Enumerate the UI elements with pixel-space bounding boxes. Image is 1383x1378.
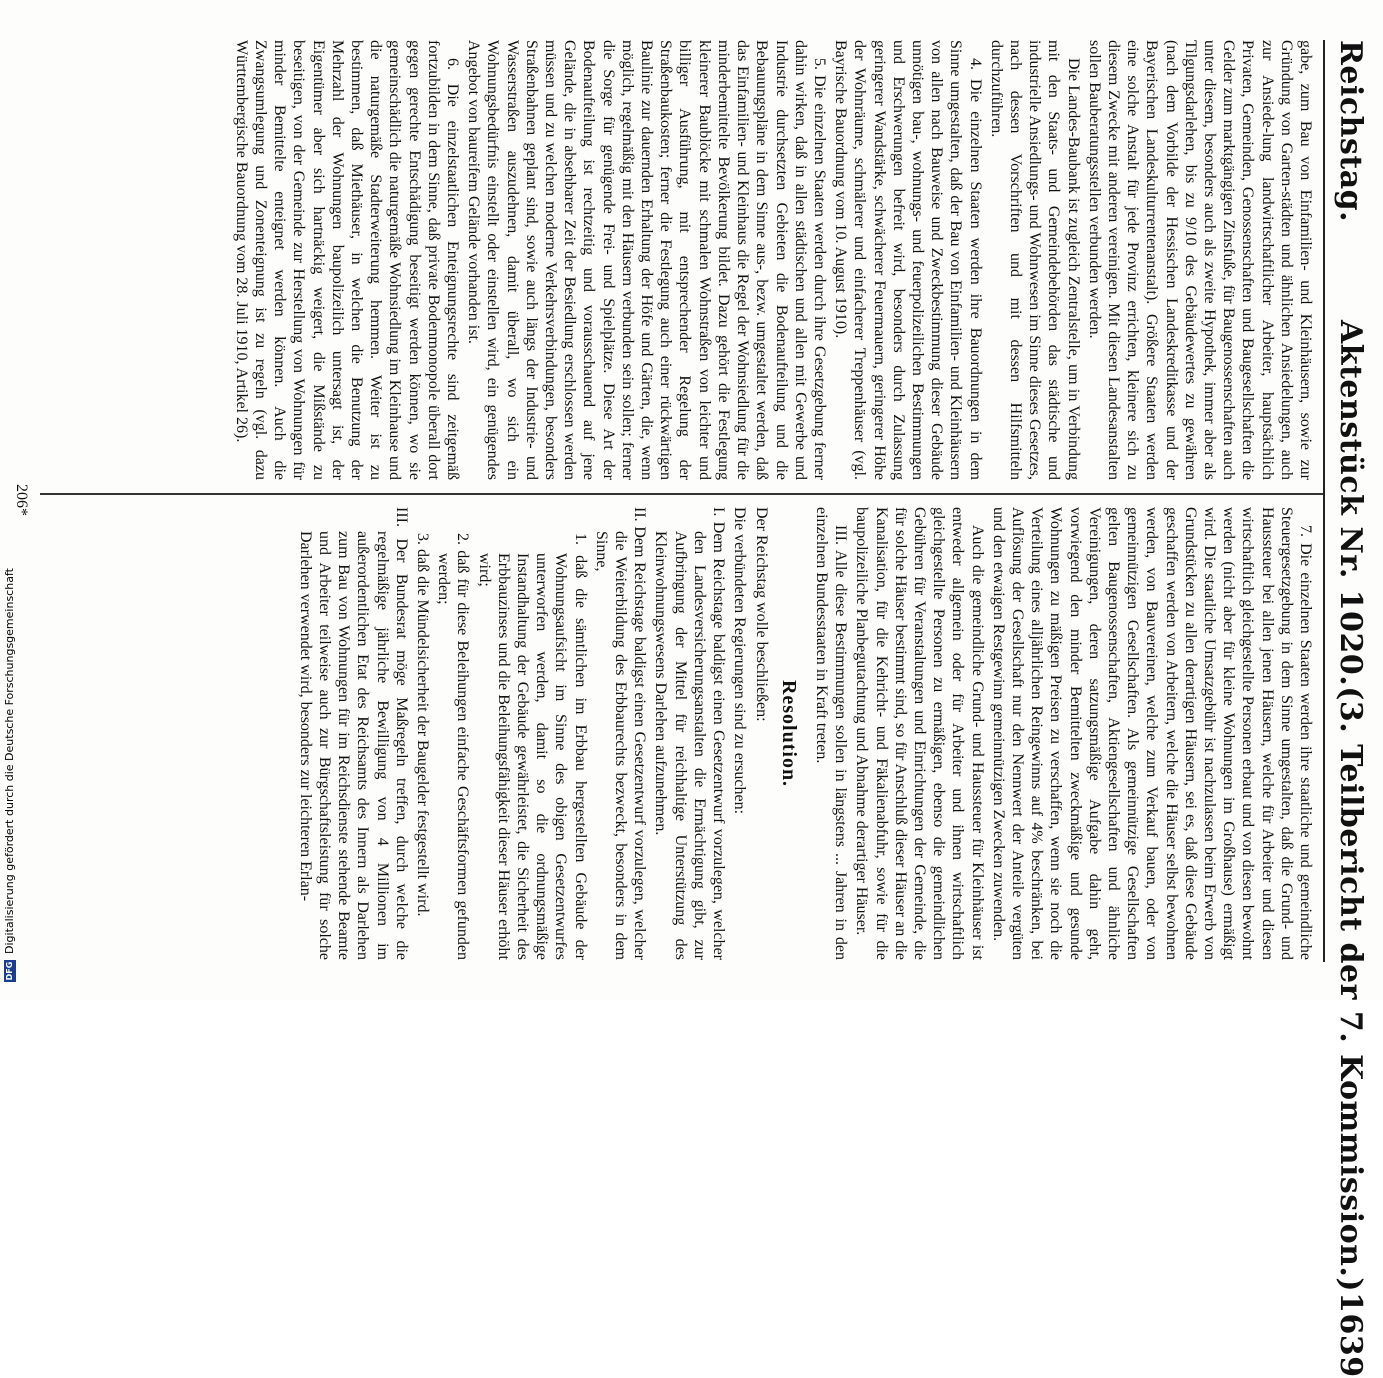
header-right bbox=[1329, 320, 1373, 1378]
page-number: 1639 bbox=[1333, 1292, 1369, 1378]
funding-credit bbox=[2, 0, 18, 1000]
paragraph: III. Alle diese Bestimmungen sollen in längstens ... Jahren in den einzelnen Bundesstaaten in Kraft treten. bbox=[812, 507, 850, 960]
paragraph: Auch die gemeindliche Grund- und Haussteuer für Kleinhäuser ist entweder allgemein oder für Arbeiter und ihnen wirtschaftlich gleichgestellte Personen zu ermäßigen, ebenso die gemeindlichen Gebühren für Veranstaltungen und Einrichtungen der Gemeinde, die für solche Häuser bestimmt sind, so für Anschluß dieser Häuser an die Kanalisation, für die Kehricht- und Fäkalienabfuhr, sowie für die baupolizeiliche Planbegutachtung und Abnahme derartiger Häuser. bbox=[853, 507, 986, 960]
column-divider bbox=[40, 493, 1323, 495]
resolution-subitem: 2. daß für diese Beleihungen einfache Geschäftsformen gefunden werden; bbox=[435, 533, 472, 960]
credit-text: Digitalisierung gefördert durch die Deutsche Forschungsgemeinschaft bbox=[3, 568, 16, 954]
header-left: Reichstag. bbox=[1333, 40, 1369, 223]
dfg-logo-icon: DFG bbox=[5, 961, 14, 981]
paragraph: 4. Die einzelnen Staaten werden ihre Bauordnungen in dem Sinne umgestalten, daß der Bau von Einfamilien- und Kleinhäusern von allen nach Bauweise und Zweckbestimmung dieser Gebäude unnötigen bau-, wohnungs- und feuerpolizeilichen Bestimmungen und Erschwerungen befreit wird, besonders durch Zulassung geringerer Wandstärke, schwächerer Feuermauern, geringerer Höhe der Wohnräume, schmälerer und einfacherer Treppenhäuser (vgl. Bayrische Bauordnung vom 10. August 1910). bbox=[832, 40, 984, 480]
resolution-intro: Die verbündeten Regierungen sind zu ersuchen: bbox=[731, 507, 749, 815]
right-column bbox=[65, 507, 1315, 960]
resolution-subitem: 3. daß die Mündelsicherheit der Baugelder festgestellt wird. bbox=[414, 533, 432, 917]
resolution-item: II. Dem Reichstage baldigst einen Gesetzentwurf vorzulegen, welcher die Weiterbildung des Erbbaurechts bezweckt, besonders in dem Sinne, bbox=[592, 507, 649, 960]
resolution-title: Resolution. bbox=[777, 679, 800, 788]
paragraph: Die Landes-Baubank ist zugleich Zentralstelle, um in Verbindung mit den Staats- und Gemeindebehörden das städtische und industrielle Ansiedlungs- und Wohnwesen im Sinne dieses Gesetzes, nach dessen Vorschriften und mit dessen Hilfsmitteln durchzuführen. bbox=[987, 40, 1082, 480]
header-report-title: (3. Teilbericht der 7. Kommission.) bbox=[1333, 686, 1369, 1293]
resolution-item: I. Dem Reichstage baldigst einen Gesetzentwurf vorzulegen, welcher den Landesversicherungsanstalten die Ermächtigung gibt, zur Aufbringung der Mittel für reichhaltige Unterstützung des Kleinwohnungswesens Darlehen aufzunehmen. bbox=[652, 507, 728, 960]
resolution-intro: Der Reichstag wolle beschließen: bbox=[752, 507, 770, 722]
paragraph: 6. Die einzelstaatlichen Enteignungsrechte sind zeitgemäß fortzubilden in dem Sinne, daß private Bodenmonopole überall dort gegen gerechte Entschädigung beseitigt werden können, wo sie gemeinschädlich die naturgemäße Wohnsiedlung im Kleinhause und die naturgemäße Stadterweiterung hemmen. Weiter ist zu bestimmen, daß Miethäuser, in welchen die Benutzung der Mehrzahl der Wohnungen baupolizeilich untersagt ist, der Eigentümer aber sich hartnäckig weigert, die Mißstände zu beseitigen, von der Gemeinde zur Herstellung von Wohnungen für minder Bemittelte enteignet werden können. Auch die Zwangsumlegung und Zonenteignung ist zu regeln (vgl. dazu Württembergische Bauordnung vom 28. Juli 1910, Artikel 26). bbox=[232, 40, 462, 480]
header-rule bbox=[1323, 40, 1325, 962]
paragraph: 7. Die einzelnen Staaten werden ihre staatliche und gemeindliche Steuergesetzgebung in dem Sinne umgestalten, daß die Grund- und Haussteuer bei allen jenen Häusern, welche für Arbeiter und diesen wirtschaftlich gleichgestellte Personen erbaut und von diesen bewohnt werden (nicht aber für kleine Wohnungen im Großhause) ermäßigt wird. Die staatliche Umsatzgebühr ist nachzulassen beim Erwerb von Grundstücken zu allen derartigen Häusern, sei es, daß diese Gebäude geschaffen werden von Arbeitern, welche die Häuser selbst bewohnen werden, von Bauvereinen, welche zum Verkauf bauen, oder von gemeinnützigen Gesellschaften. Als gemeinnützige Gesellschaften gelten Baugenossenschaften, Aktiengesellschaften und ähnliche Vereinigungen, deren satzungsmäßige Aufgabe dahin geht, vorwiegend den minder Bemittelten zweckmäßige und gesunde Wohnungen zu mäßigen Preisen zu verschaffen, wenn sie noch die Verteilung eines alljährlichen Reingewinns auf 4% beschränken, bei Auflösung der Gesellschaft nur den Nennwert der Anteile vergüten und den etwaigen Restgewinn gemeinnützigen Zwecken zuwenden. bbox=[989, 507, 1314, 960]
resolution-item: III. Der Bundesrat möge Maßregeln treffen, durch welche die regelmäßige jährliche Bewilligung von 4 Millionen im außerordentlichen Etat des Reichsamts des Innern als Darlehen zum Bau von Wohnungen für im Reichsdienste stehende Beamte und Arbeiter teilweise auch zur Bürgschaftsleistung für solche Darlehen verwendet wird, besonders zur leichteren Erlan- bbox=[296, 507, 410, 960]
left-column bbox=[55, 40, 1315, 480]
paragraph: 5. Die einzelnen Staaten werden durch ihre Gesetzgebung ferner dahin wirken, daß in allen städtischen und allen mit Gewerbe und Industrie durchsetzten Gebieten die Bodenaufteilung und die Bebauungspläne in dem Sinne aus-, bezw. umgestaltet werden, daß das Einfamilien- und Kleinhaus die Regel der Wohnsiedlung für die minderbemittelte Bevölkerung bildet. Dazu gehört die Festlegung kleinerer Baublöcke mit schmalen Wohnstraßen von leichter und billiger Ausführung, mit entsprechender Regelung der Straßenbaukosten; ferner die Festlegung auch einer rückwärtigen Baulinie zur dauernden Erhaltung der Höfe und Gärten, die, wenn möglich, regelmäßig mit den Häusern verbunden sein sollen; ferner die Sorge für genügende Frei- und Spielplätze. Diese Art der Bodenaufteilung ist rechtzeitig und vorausschauend auf jene Gelände, die in absehbarer Zeit der Besiedlung erschlossen werden müssen und zu welchen moderne Verkehrsverbindungen, besonders Straßenbahnen geplant sind, sowie auch längs der Industrie- und Wasserstraßen auszudehnen, damit überall, wo sich ein Wohnungsbedürfnis einstellt oder einstellen wird, ein genügendes Angebot von baureifem Gelände vorhanden ist. bbox=[465, 40, 828, 480]
resolution-subitem: 1. daß die sämtlichen im Erbbau hergestellten Gebäude der Wohnungsaufsicht im Sinne des obigen Gesetzentwurfes unterworfen werden, damit so die ordnungsmäßige Instandhaltung der Gebäude gewährleistet, die Sicherheit des Erbbauzinses und die Beleihungsfähigkeit dieser Häuser erhöht wird; bbox=[475, 533, 589, 960]
header-document-number: Aktenstück Nr. 1020. bbox=[1333, 320, 1369, 687]
paragraph: gabe, zum Bau von Einfamilien- und Kleinhäusern, sowie zur Gründung von Garten-städten und ähnlichen Ansiedelungen, auch zur Ansiede-lung landwirtschaftlicher Arbeiter, hauptsächlich Privaten, Gemeinden, Genossenschaften und Baugesellschaften die Gelder zum marktgängigen Zinsfuße, für Baugenossenschaften auch unter diesem, besonders auch als zweite Hypothek, immer aber als Tilgungsdarlehen, bis zu 9/10 des Gebäudewertes zu gewähren (nach dem Vorbilde der Hessischen Landeskreditkasse und der Bayerischen Landeskulturrentenanstalt). Größere Staaten werden eine solche Anstalt für jede Provinz errichten, kleinere sich zu diesem Zwecke mit anderen vereinigen. Mit diesen Landesanstalten sollen Bauberatungsstellen verbunden werden. bbox=[1085, 40, 1314, 480]
signature-mark: 206* bbox=[13, 484, 30, 516]
